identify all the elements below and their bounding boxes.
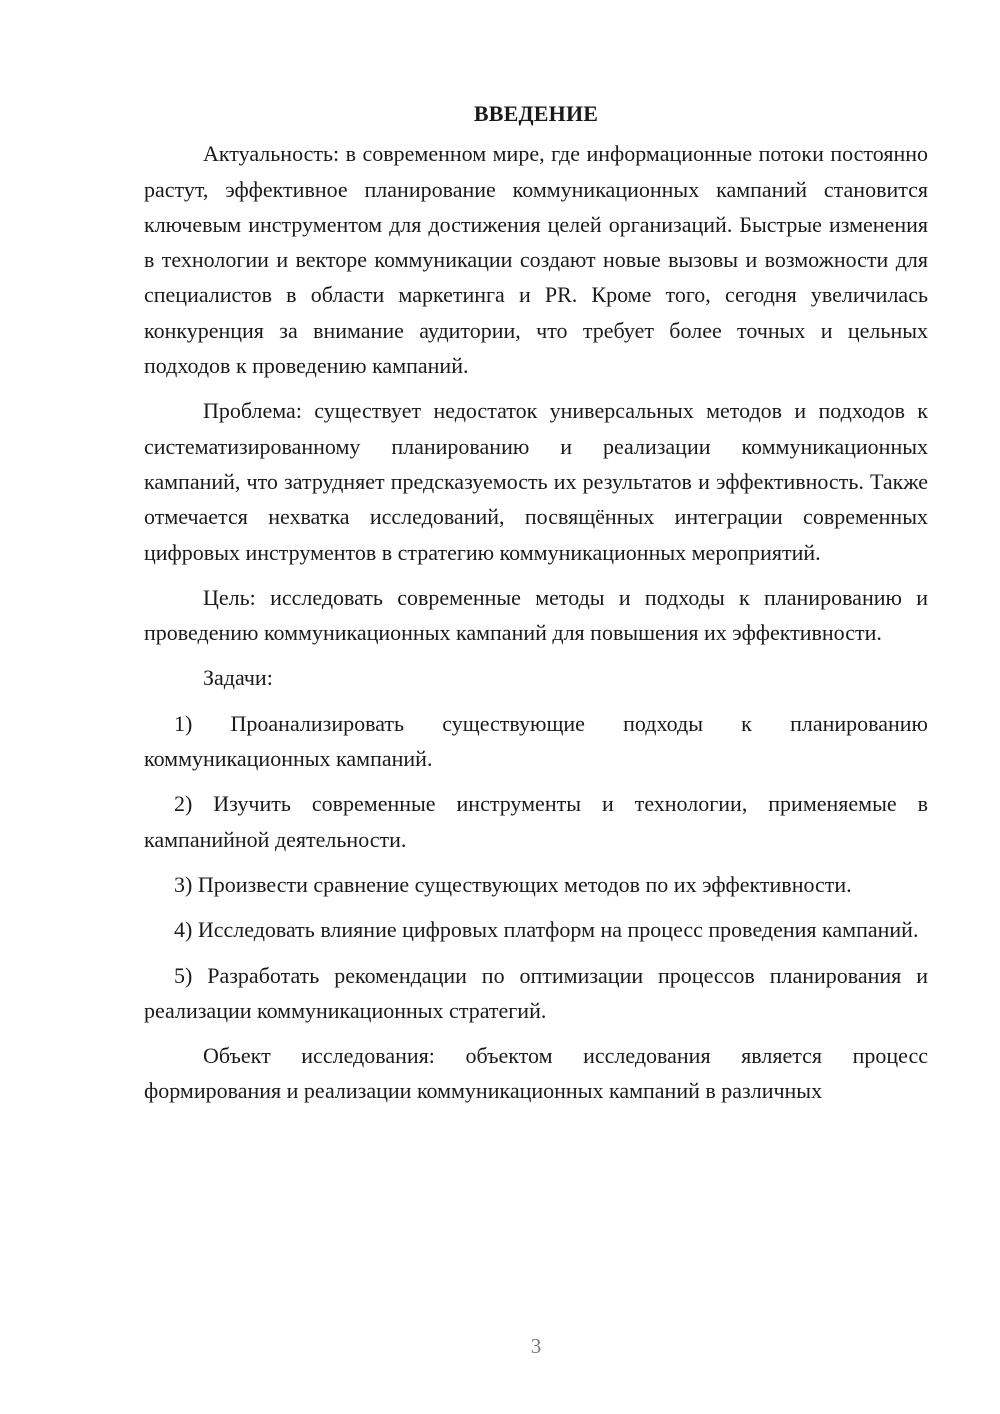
task-item: 1) Проанализировать существующие подходы к планированию коммуникационных кампаний. bbox=[144, 710, 928, 772]
task-item: 4) Исследовать влияние цифровых платформ на процесс проведения кампаний. bbox=[174, 917, 919, 943]
problem-paragraph: Проблема: существует недостаток универсальных методов и подходов к систематизированному планированию и реализации коммуникационных кампаний, что затрудняет предсказуемость их результатов и эффективность. Также отмечается нехватка исследований, посвящённых интеграции современных цифровых инструментов в стратегию коммуникационных мероприятий. bbox=[144, 398, 928, 565]
task-item: 3) Произвести сравнение существующих методов по их эффективности. bbox=[174, 871, 852, 897]
tasks-label: Задачи: bbox=[203, 665, 273, 691]
task-item: 2) Изучить современные инструменты и технологии, применяемые в кампанийной деятельности. bbox=[144, 791, 928, 852]
section-heading: ВВЕДЕНИЕ bbox=[473, 101, 599, 126]
task-item: 5) Разработать рекомендации по оптимизации процессов планирования и реализации коммуникационных стратегий. bbox=[144, 962, 928, 1023]
goal-paragraph: Цель: исследовать современные методы и подходы к планированию и проведению коммуникационных кампаний для повышения их эффективности. bbox=[144, 584, 928, 646]
document-page bbox=[144, 96, 928, 1119]
page-number: 3 bbox=[530, 1334, 542, 1358]
object-paragraph: Объект исследования: объектом исследования является процесс формирования и реализации коммуникационных кампаний в различных bbox=[144, 1043, 928, 1104]
relevance-paragraph: Актуальность: в современном мире, где информационные потоки постоянно растут, эффективное планирование коммуникационных кампаний становится ключевым инструментом для достижения целей организаций. Быстрые изменения в технологии и векторе коммуникации создают новые вызовы и возможности для специалистов в области маркетинга и PR. Кроме того, сегодня увеличилась конкуренция за внимание аудитории, что требует более точных и цельных подходов к проведению кампаний. bbox=[144, 141, 928, 379]
